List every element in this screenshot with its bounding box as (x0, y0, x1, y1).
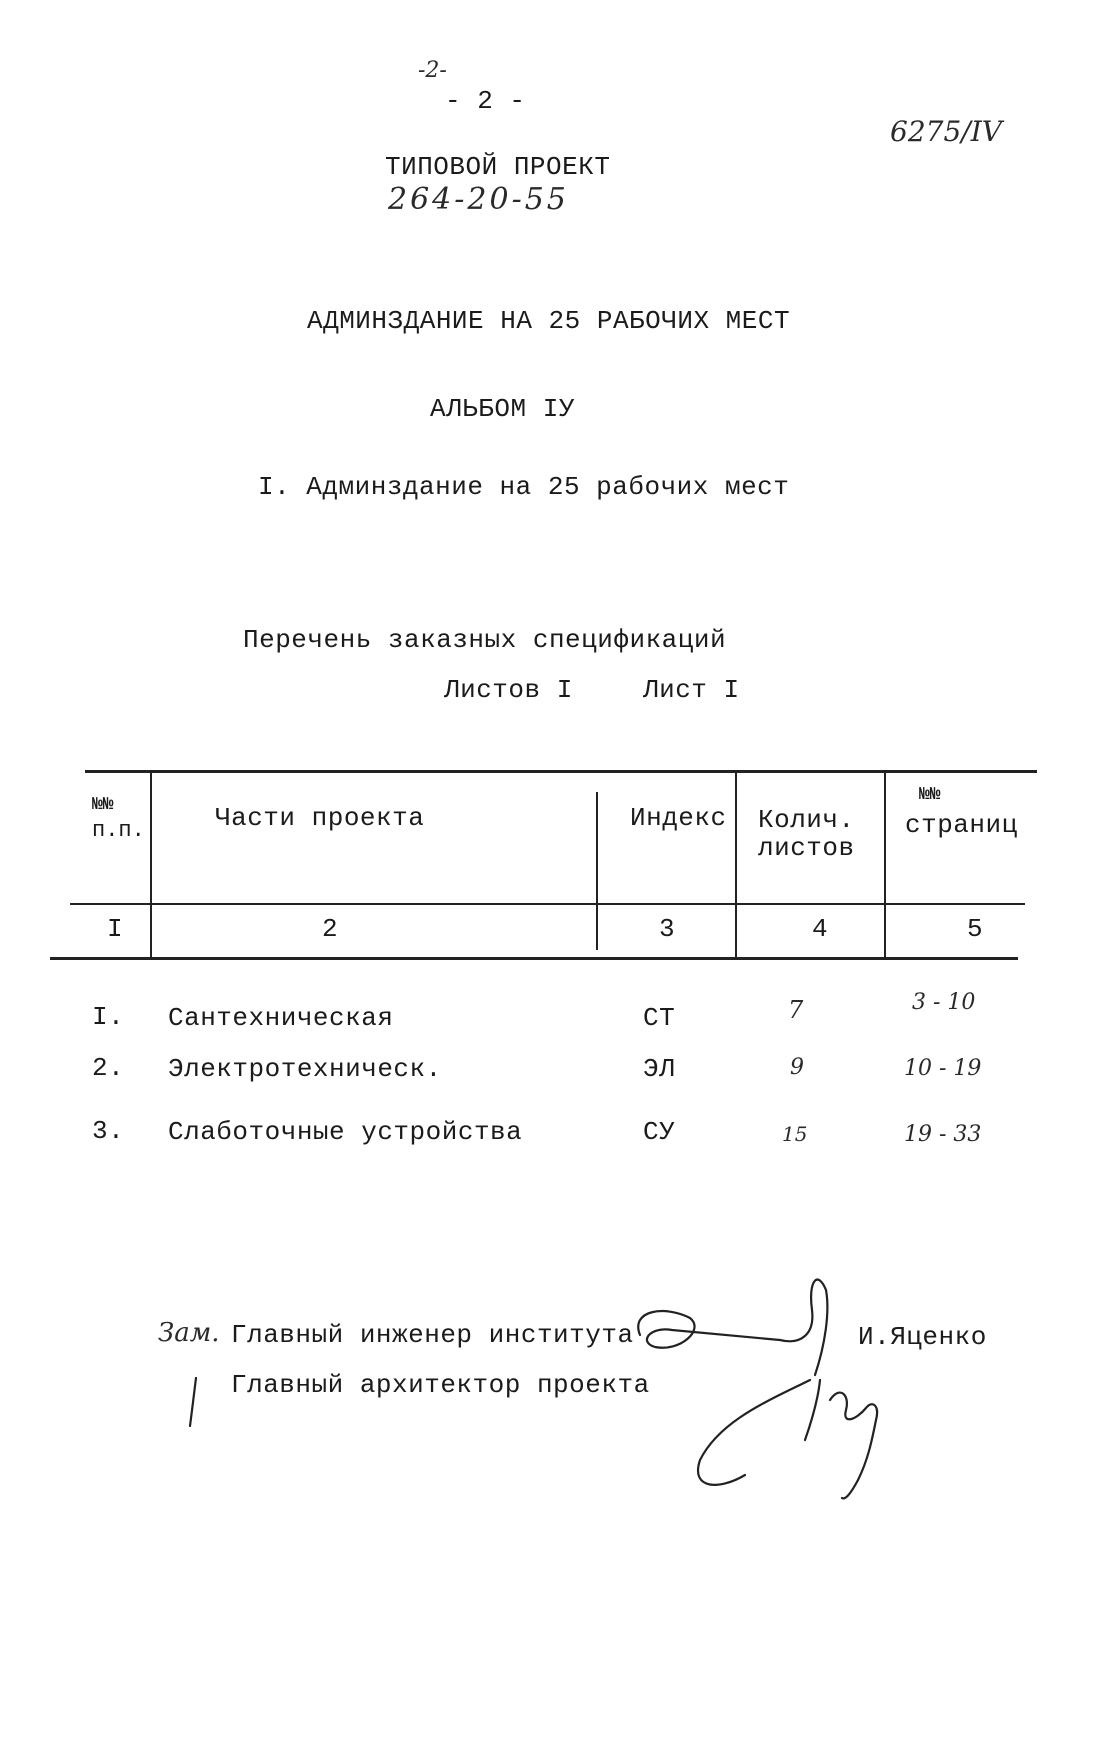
sheet-number: Лист I (643, 675, 740, 705)
header-parts: Части проекта (215, 803, 425, 833)
header-count-line1: Колич. (758, 805, 855, 835)
row-2-num: 2. (92, 1053, 125, 1083)
sheets-total: Листов I (444, 675, 573, 705)
row-1-part: Сантехническая (168, 1003, 394, 1033)
chief-engineer-title: Главный инженер института (231, 1320, 634, 1350)
row-1-count: 7 (788, 996, 804, 1024)
row-1-num: I. (92, 1002, 125, 1032)
header-pages-text: страниц (905, 810, 1018, 840)
row-1-index: СТ (643, 1003, 676, 1033)
list-title: Перечень заказных спецификаций (243, 625, 727, 655)
section-title: I. Админздание на 25 рабочих мест (258, 472, 790, 502)
page-number: - 2 - (445, 86, 526, 116)
row-2-pages: 10 - 19 (904, 1056, 982, 1081)
handwritten-page-number: -2- (418, 58, 447, 83)
column-number-2: 2 (321, 914, 339, 944)
project-type: ТИПОВОЙ ПРОЕКТ (385, 152, 611, 182)
archive-code: 6275/IV (890, 115, 1002, 148)
row-3-count: 15 (782, 1122, 808, 1146)
album-title: АЛЬБОМ IУ (430, 394, 575, 424)
column-number-1: I (106, 914, 124, 944)
engineer-signature-loop (638, 1280, 827, 1375)
row-3-index: СУ (643, 1117, 676, 1147)
deputy-mark: Зам. (158, 1318, 220, 1348)
chief-engineer-name: И.Яценко (858, 1322, 987, 1352)
architect-initial-mark (190, 1378, 196, 1426)
header-num-text: п.п. (92, 818, 145, 843)
header-num-symbol: №№ (92, 795, 114, 815)
project-number: 264-20-55 (388, 182, 569, 217)
column-number-3: 3 (658, 914, 676, 944)
row-1-pages: 3 - 10 (912, 990, 976, 1015)
header-count-line2: листов (758, 833, 855, 863)
row-2-part: Электротехническ. (168, 1054, 442, 1084)
column-number-4: 4 (811, 914, 829, 944)
architect-signature (805, 1380, 877, 1498)
row-3-part: Слаботочные устройства (168, 1117, 523, 1147)
row-3-pages: 19 - 33 (904, 1122, 982, 1147)
row-3-num: 3. (92, 1116, 125, 1146)
row-2-index: ЭЛ (643, 1054, 676, 1084)
building-title: АДМИНЗДАНИЕ НА 25 РАБОЧИХ МЕСТ (307, 306, 791, 336)
header-pages-symbol: №№ (919, 785, 941, 805)
header-index: Индекс (630, 803, 727, 833)
chief-architect-title: Главный архитектор проекта (231, 1370, 650, 1400)
row-2-count: 9 (790, 1055, 804, 1080)
engineer-signature-flourish (698, 1380, 810, 1485)
column-number-5: 5 (966, 914, 984, 944)
